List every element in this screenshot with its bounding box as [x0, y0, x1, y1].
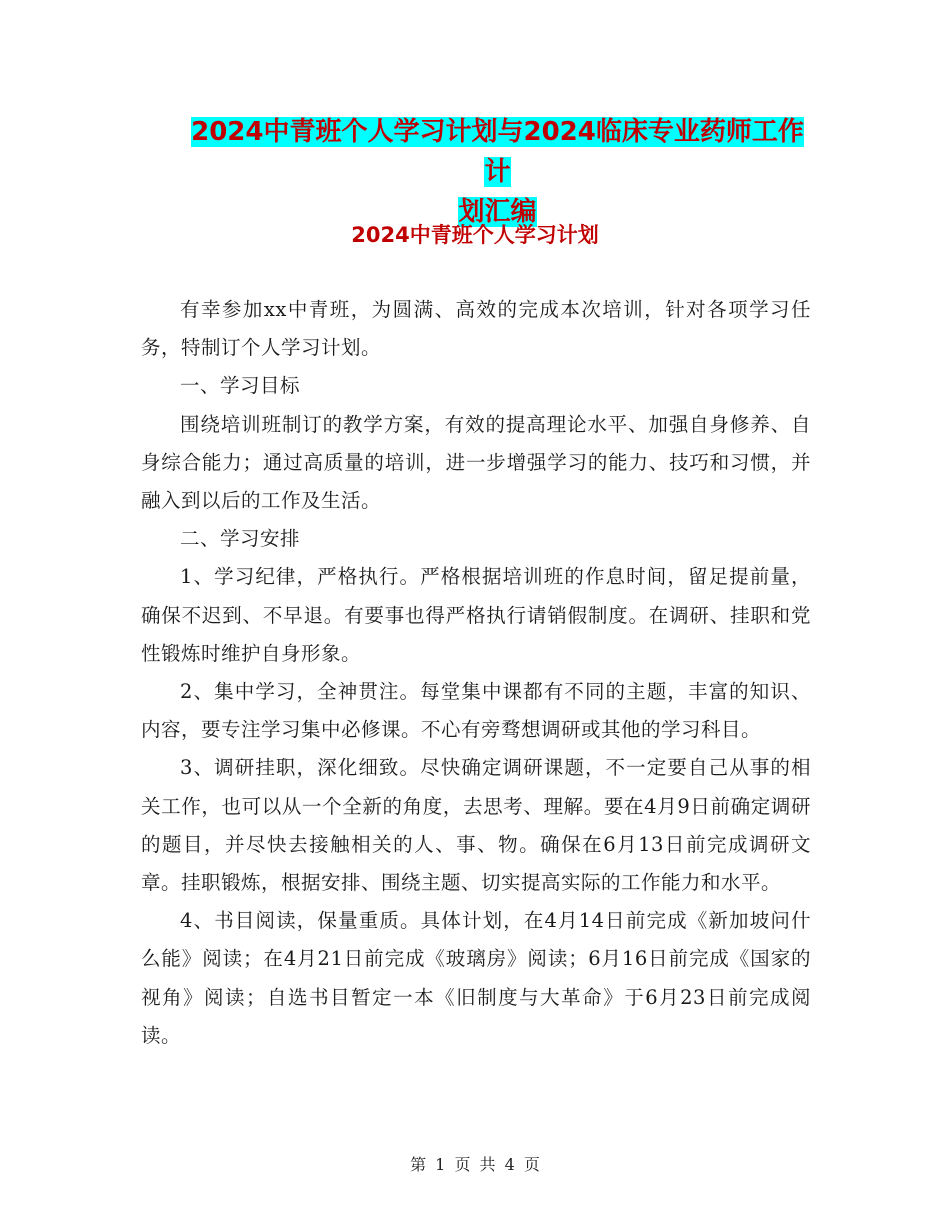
document-body [141, 291, 811, 1055]
page-footer: 第 1 页 共 4 页 [410, 1155, 540, 1174]
paragraph-goals: 围绕培训班制订的教学方案，有效的提高理论水平、加强自身修养、自身综合能力；通过高质量的培训，进一步增强学习的能力、技巧和习惯，并融入到以后的工作及生活。 [141, 412, 811, 513]
paragraph-intro: 有幸参加xx中青班，为圆满、高效的完成本次培训，针对各项学习任务，特制订个人学习计划。 [141, 298, 811, 360]
heading-study-arrangement: 二、学习安排 [180, 527, 301, 551]
paragraph-item-3: 3、调研挂职，深化细致。尽快确定调研课题，不一定要自己从事的相关工作，也可以从一个全新的角度，去思考、理解。要在4月9日前确定调研的题目，并尽快去接触相关的人、事、物。确保在6月13日前完成调研文章。挂职锻炼，根据安排、围绕主题、切实提高实际的工作能力和水平。 [141, 756, 811, 895]
paragraph-item-1: 1、学习纪律，严格执行。严格根据培训班的作息时间，留足提前量，确保不迟到、不早退。有要事也得严格执行请销假制度。在调研、挂职和党性锻炼时维护自身形象。 [141, 565, 811, 665]
paragraph-item-4: 4、书目阅读，保量重质。具体计划，在4月14日前完成《新加坡问什么能》阅读；在4月21日前完成《玻璃房》阅读；6月16日前完成《国家的视角》阅读；自选书目暂定一本《旧制度与大革命》于6月23日前完成阅读。 [141, 909, 811, 1047]
heading-study-goals: 一、学习目标 [180, 374, 301, 398]
section-title: 2024中青班个人学习计划 [351, 223, 599, 247]
document-title-line-1: 2024中青班个人学习计划与2024临床专业药师工作计 [191, 117, 804, 187]
paragraph-item-2: 2、集中学习，全神贯注。每堂集中课都有不同的主题，丰富的知识、内容，要专注学习集中必修课。不心有旁骛想调研或其他的学习科目。 [141, 680, 811, 742]
document-title [185, 112, 810, 232]
document-title-line-2: 划汇编 [458, 197, 537, 227]
